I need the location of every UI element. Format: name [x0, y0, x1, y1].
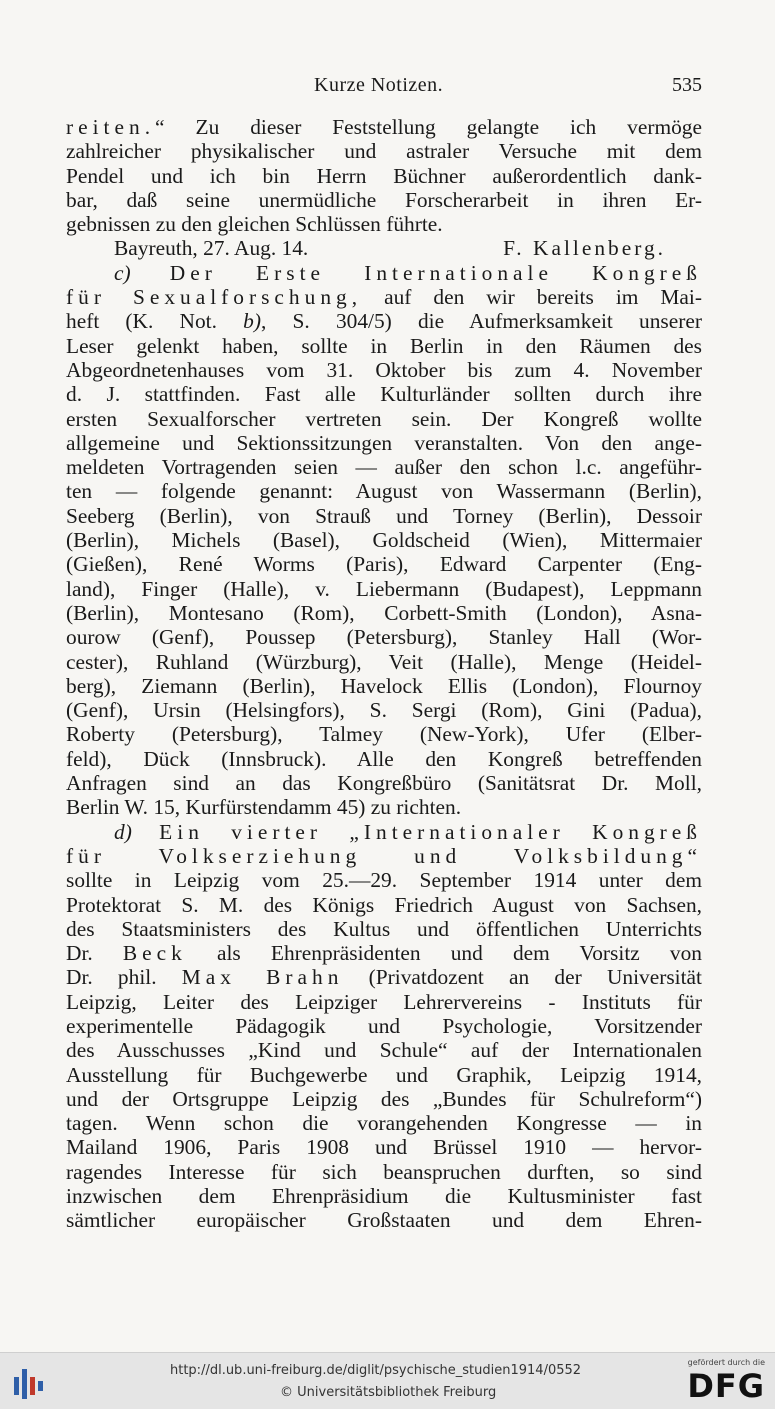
text-run: für Sexualforschung, [66, 285, 363, 310]
text-run: des Staatsministers des Kultus und öffentlichen Unterrichts [66, 916, 702, 941]
text-line [66, 650, 702, 674]
text-line [66, 698, 702, 722]
body-text [66, 115, 702, 1233]
text-line [66, 1184, 702, 1208]
text-line [66, 990, 702, 1014]
text-line [66, 1038, 702, 1062]
text-run: reiten. [66, 115, 156, 139]
text-run: Dr. phil. [66, 965, 182, 990]
text-line [66, 1087, 702, 1111]
text-line [66, 601, 702, 625]
text-run: Pendel und ich bin Herrn Büchner außerordentlich dank- [66, 163, 702, 188]
text-run: (Berlin), Montesano (Rom), Corbett-Smith (London), Asna- [66, 600, 702, 625]
text-run: Seeberg (Berlin), von Strauß und Torney (Berlin), Dessoir [66, 503, 702, 528]
text-run: “ Zu dieser Feststellung gelangte ich vermöge [155, 115, 702, 139]
text-run: bar, daß seine unermüdliche Forscherarbeit in ihren Er- [66, 187, 702, 212]
text-run: Anfragen sind an das Kongreßbüro (Sanitätsrat Dr. Moll, [66, 771, 702, 796]
text-run: Max Brahn [181, 965, 344, 990]
text-run: Protektorat S. M. des Königs Friedrich August von Sachsen, [66, 892, 702, 917]
text-line [66, 139, 702, 163]
dateline-signature: F. Kallenberg. [503, 236, 666, 261]
text-line [66, 1160, 702, 1184]
text-line [66, 1135, 702, 1159]
text-line [66, 1063, 702, 1087]
text-line [66, 431, 702, 455]
text-line [66, 747, 702, 771]
text-run: Leser gelenkt haben, sollte in Berlin in den Räumen des [66, 333, 702, 358]
text-line [66, 407, 702, 431]
text-line [66, 334, 702, 358]
text-run: auf den wir bereits im Mai- [362, 285, 702, 310]
text-line [66, 625, 702, 649]
text-run: allgemeine und Sektionssitzungen veranstalten. Von den ange- [66, 430, 702, 455]
text-run: inzwischen dem Ehrenpräsidium die Kultusminister fast [66, 1184, 702, 1209]
text-run: (Privatdozent an der Universität [343, 965, 702, 990]
text-run: Der Erste Internationale Kongreß [130, 260, 702, 285]
text-run: heft (K. Not. [66, 309, 244, 334]
text-line [66, 820, 702, 844]
text-run: (Berlin), Michels (Basel), Goldscheid (Wien), Mittermaier [66, 528, 702, 553]
text-run: für Volkserziehung und Volksbildung“ [66, 843, 702, 868]
text-line [66, 504, 702, 528]
text-line [66, 965, 702, 989]
text-line [66, 382, 702, 406]
text-line [66, 868, 702, 892]
text-line [66, 577, 702, 601]
page-number: 535 [672, 74, 702, 96]
permalink-url[interactable]: http://dl.ub.uni-freiburg.de/diglit/psychische_studien1914/0552 [170, 1363, 582, 1378]
text-run: b) [243, 309, 261, 334]
text-run: Abgeordnetenhauses vom 31. Oktober bis zum 4. November [66, 357, 702, 382]
text-line [66, 115, 702, 139]
text-line [66, 309, 702, 333]
text-run: d. J. stattfinden. Fast alle Kulturländer sollten durch ihre [66, 382, 702, 407]
text-line [66, 941, 702, 965]
text-line [66, 479, 702, 503]
text-line [66, 771, 702, 795]
text-run: land), Finger (Halle), v. Liebermann (Budapest), Leppmann [66, 576, 702, 601]
dfg-logo[interactable]: DFG [687, 1367, 765, 1405]
text-line [66, 236, 702, 260]
text-line [66, 844, 702, 868]
text-line [66, 358, 702, 382]
running-header [66, 74, 702, 104]
text-run: Dr. [66, 941, 123, 966]
text-line [66, 795, 702, 819]
text-run: Mailand 1906, Paris 1908 und Brüssel 1910 — hervor- [66, 1135, 702, 1160]
text-run: (Gießen), René Worms (Paris), Edward Carpenter (Eng- [66, 552, 702, 577]
text-line [66, 674, 702, 698]
text-run: berg), Ziemann (Berlin), Havelock Ellis (London), Flournoy [66, 673, 702, 698]
text-run: meldeten Vortragenden seien — außer den schon l.c. angeführ- [66, 455, 702, 480]
text-run: sämtlicher europäischer Großstaaten und dem Ehren- [66, 1208, 702, 1233]
text-line [66, 917, 702, 941]
text-line [66, 455, 702, 479]
text-run: experimentelle Pädagogik und Psychologie, Vorsitzender [66, 1013, 702, 1038]
text-run: feld), Dück (Innsbruck). Alle den Kongreß betreffenden [66, 746, 702, 771]
text-run: Berlin W. 15, Kurfürstendamm 45) zu richten. [66, 795, 462, 820]
text-run: d) [114, 819, 132, 844]
text-line [66, 528, 702, 552]
dfg-note: gefördert durch die [687, 1358, 765, 1367]
text-run: tagen. Wenn schon die vorangehenden Kongresse — in [66, 1111, 702, 1136]
header-title: Kurze Notizen. [314, 74, 444, 96]
text-line [66, 188, 702, 212]
text-run: , S. 304/5) die Aufmerksamkeit unserer [260, 309, 702, 334]
text-run: ersten Sexualforscher vertreten sein. Der Kongreß wollte [66, 406, 702, 431]
text-line [66, 893, 702, 917]
text-run: cester), Ruhland (Würzburg), Veit (Halle), Menge (Heidel- [66, 649, 702, 674]
text-run: zahlreicher physikalischer und astraler Versuche mit dem [66, 139, 702, 164]
text-run: Ausstellung für Buchgewerbe und Graphik, Leipzig 1914, [66, 1062, 702, 1087]
text-run: ourow (Genf), Poussep (Petersburg), Stanley Hall (Wor- [66, 625, 702, 650]
text-run: sollte in Leipzig vom 25.—29. September 1914 unter dem [66, 868, 702, 893]
text-line [66, 261, 702, 285]
text-run: ten — folgende genannt: August von Wassermann (Berlin), [66, 479, 702, 504]
text-line [66, 722, 702, 746]
text-run: des Ausschusses „Kind und Schule“ auf der Internationalen [66, 1038, 702, 1063]
text-line [66, 552, 702, 576]
text-run: ragendes Interesse für sich beanspruchen durften, so sind [66, 1159, 702, 1184]
text-run: Roberty (Petersburg), Talmey (New-York), Ufer (Elber- [66, 722, 702, 747]
text-line [66, 1208, 702, 1232]
text-run: Leipzig, Leiter des Leipziger Lehrervereins - Instituts für [66, 989, 702, 1014]
text-line [66, 164, 702, 188]
text-run: Ein vierter „Internationaler Kongreß [131, 819, 702, 844]
text-run: Beck [122, 941, 187, 966]
copyright-notice: © Universitätsbibliothek Freiburg [280, 1385, 497, 1400]
viewer-footer [0, 1352, 775, 1409]
text-run: und der Ortsgruppe Leipzig des „Bundes für Schulreform“) [66, 1086, 702, 1111]
text-line [66, 285, 702, 309]
dateline-place-date: Bayreuth, 27. Aug. 14. [114, 236, 309, 261]
text-line [66, 1014, 702, 1038]
text-run: gebnissen zu den gleichen Schlüssen führte. [66, 212, 443, 237]
text-line [66, 1111, 702, 1135]
text-line [66, 212, 702, 236]
ub-freiburg-logo-icon[interactable] [10, 1363, 50, 1403]
text-run: (Genf), Ursin (Helsingfors), S. Sergi (Rom), Gini (Padua), [66, 698, 702, 723]
text-run: als Ehrenpräsidenten und dem Vorsitz von [186, 941, 702, 966]
text-run: c) [114, 260, 131, 285]
